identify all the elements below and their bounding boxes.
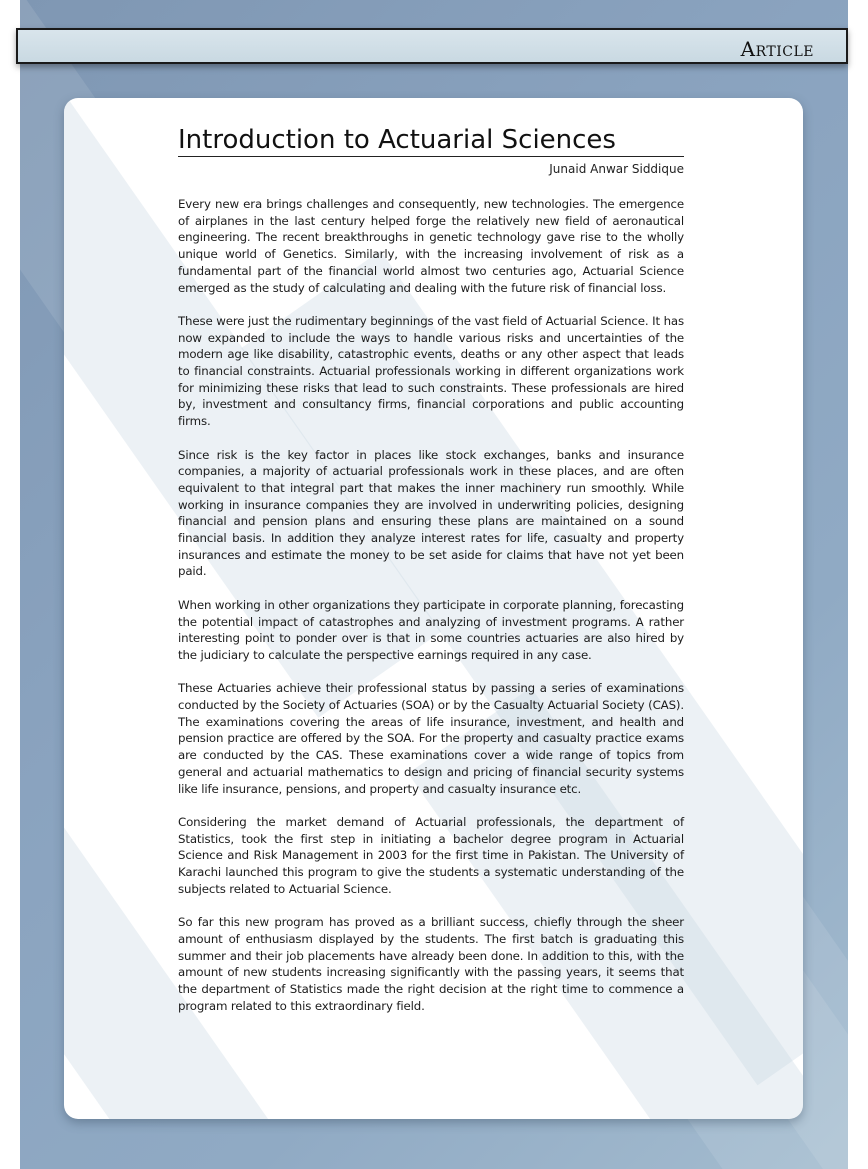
article-content — [178, 124, 684, 1031]
article-paragraph: Every new era brings challenges and consequently, new technologies. The emergence of airplanes in the last century helped forge the relatively new field of aeronautical engineering. The recent breakthroughs in genetic technology gave rise to the wholly unique world of Genetics. Similarly, with the increasing involvement of risk as a fundamental part of the financial world almost two centuries ago, Actuarial Science emerged as the study of calculating and dealing with the future risk of financial loss. — [178, 197, 684, 295]
article-card — [64, 98, 803, 1119]
article-author: Junaid Anwar Siddique — [549, 162, 684, 176]
article-title: Introduction to Actuarial Sciences — [178, 124, 684, 157]
article-paragraph: These Actuaries achieve their professional status by passing a series of examinations conducted by the Society of Actuaries (SOA) or by the Casualty Actuarial Society (CAS). The examinations covering the areas of life insurance, investment, and health and pension practice are offered by the SOA. For the property and casualty practice exams are conducted by the CAS. These examinations cover a wide range of topics from general and actuarial mathematics to design and pricing of financial security systems like life insurance, pensions, and property and casualty insurance etc. — [178, 681, 684, 796]
article-paragraph: Since risk is the key factor in places like stock exchanges, banks and insurance companies, a majority of actuarial professionals work in these places, and are often equivalent to that integral part that makes the inner machinery run smoothly. While working in insurance companies they are involved in underwriting policies, designing financial and pension plans and ensuring these plans are maintained on a sound financial basis. In addition they analyze interest rates for life, casualty and property insurances and estimate the money to be set aside for claims that have not yet been paid. — [178, 447, 684, 579]
article-paragraph: When working in other organizations they participate in corporate planning, forecasting the potential impact of catastrophes and analyzing of investment programs. A rather interesting point to ponder over is that in some countries actuaries are also hired by the judiciary to calculate the perspective earnings required in any case. — [178, 597, 684, 662]
article-paragraph: So far this new program has proved as a brilliant success, chiefly through the sheer amount of enthusiasm displayed by the students. The first batch is graduating this summer and their job placements have already been done. In addition to this, with the amount of new students increasing significantly with the passing years, it seems that the department of Statistics made the right decision at the right time to commence a program related to this extraordinary field. — [178, 915, 684, 1013]
article-body — [178, 196, 684, 1014]
section-label: Article — [740, 37, 814, 61]
section-header-bar — [16, 28, 848, 64]
article-paragraph: These were just the rudimentary beginnings of the vast field of Actuarial Science. It has now expanded to include the ways to handle various risks and uncertainties of the modern age like disability, catastrophic events, deaths or any other aspect that leads to financial constraints. Actuarial professionals working in different organizations work for minimizing these risks that lead to such constraints. These professionals are hired by, investment and consultancy firms, financial corporations and public accounting firms. — [178, 313, 684, 429]
article-paragraph: Considering the market demand of Actuarial professionals, the department of Statistics, took the first step in initiating a bachelor degree program in Actuarial Science and Risk Management in 2003 for the first time in Pakistan. The University of Karachi launched this program to give the students a systematic understanding of the subjects related to Actuarial Science. — [178, 814, 684, 896]
